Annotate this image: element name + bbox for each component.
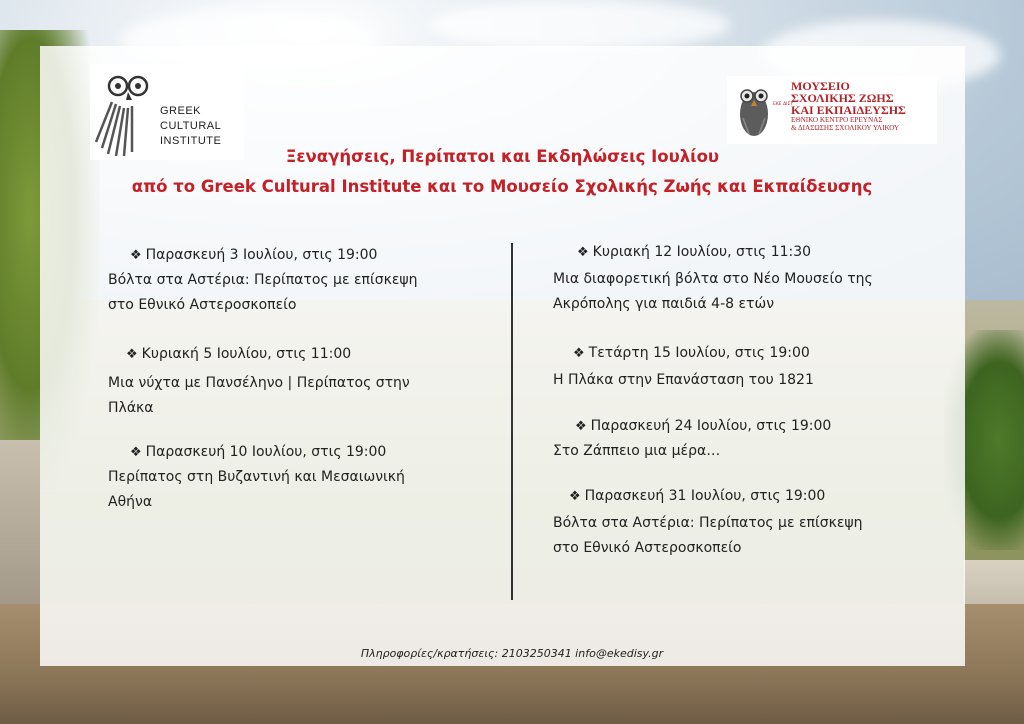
event-date — [553, 242, 873, 263]
museum-logo-title-line: ΚΑΙ ΕΚΠΑΙΔΕΥΣΗΣ — [791, 103, 906, 117]
page-title: Ξεναγήσεις, Περίπατοι και Εκδηλώσεις Ιουλίου — [285, 147, 720, 166]
museum-logo-subtitle-line: ΕΘΝΙΚΟ ΚΕΝΤΡΟ ΕΡΕΥΝΑΣ — [791, 116, 883, 124]
museum-logo-subtitle — [791, 116, 899, 132]
event-description-line: Βόλτα στα Αστέρια: Περίπατος με επίσκεψη — [553, 515, 863, 531]
event-item — [553, 486, 863, 561]
event-date-text: Παρασκευή 10 Ιουλίου, στις 19:00 — [145, 444, 387, 460]
event-item — [108, 442, 405, 515]
event-description-line: Ακρόπολης για παιδιά 4-8 ετών — [553, 296, 775, 312]
bullet-icon: ❖ — [573, 346, 585, 361]
owl-logo-icon — [733, 78, 775, 140]
event-description-line: Βόλτα στα Αστέρια: Περίπατος με επίσκεψη — [108, 272, 418, 288]
museum-logo-title — [791, 80, 906, 116]
museum-logo-small-text: ΕΚΕ ΔΙΣΥ — [773, 102, 794, 107]
event-description — [108, 268, 418, 318]
bullet-icon: ❖ — [126, 347, 138, 362]
museum-logo-title-line: ΣΧΟΛΙΚΗΣ ΖΩΗΣ — [791, 91, 894, 105]
event-description-line: Μια νύχτα με Πανσέληνο | Περίπατος στην — [108, 375, 410, 391]
event-description-line: Στο Ζάππειο μια μέρα… — [553, 443, 721, 459]
bullet-icon: ❖ — [130, 445, 142, 460]
bullet-icon: ❖ — [575, 419, 587, 434]
cloud — [430, 0, 730, 50]
event-date-text: Παρασκευή 24 Ιουλίου, στις 19:00 — [590, 418, 832, 434]
event-description-line: Περίπατος στη Βυζαντινή και Μεσαιωνική — [108, 469, 405, 485]
event-date — [553, 343, 814, 364]
owl-logo-icon — [92, 72, 158, 158]
event-date-text: Παρασκευή 31 Ιουλίου, στις 19:00 — [584, 488, 826, 504]
event-description-line: Πλάκα — [108, 400, 154, 416]
event-date — [108, 245, 418, 266]
event-description — [553, 439, 831, 464]
event-date — [553, 416, 831, 437]
gci-logo-line: INSTITUTE — [160, 135, 222, 147]
event-item — [553, 343, 814, 393]
event-description-line: Μια διαφορετική βόλτα στο Νέο Μουσείο της — [553, 271, 873, 287]
event-description-line: στο Εθνικό Αστεροσκοπείο — [108, 297, 297, 313]
event-description — [553, 368, 814, 393]
gci-logo-line: CULTURAL — [160, 120, 222, 132]
event-description-line: Η Πλάκα στην Επανάσταση του 1821 — [553, 372, 814, 388]
event-item — [553, 416, 831, 464]
column-divider — [511, 243, 513, 600]
event-description-line: Αθήνα — [108, 494, 153, 510]
bullet-icon: ❖ — [130, 248, 142, 263]
event-date-text: Τετάρτη 15 Ιουλίου, στις 19:00 — [588, 345, 810, 361]
museum-logo-subtitle-line: & ΔΙΑΣΩΣΗΣ ΣΧΟΛΙΚΟΥ ΥΛΙΚΟΥ — [791, 124, 900, 132]
bullet-icon: ❖ — [577, 245, 589, 260]
greek-cultural-institute-logo — [90, 64, 244, 160]
event-date-text: Παρασκευή 3 Ιουλίου, στις 19:00 — [145, 247, 378, 263]
museum-logo-title-line: ΜΟΥΣΕΙΟ — [791, 79, 850, 93]
event-description-line: στο Εθνικό Αστεροσκοπείο — [553, 540, 742, 556]
event-item — [108, 245, 418, 318]
event-description — [108, 465, 405, 515]
event-date-text: Κυριακή 12 Ιουλίου, στις 11:30 — [592, 244, 812, 260]
event-description — [553, 511, 863, 561]
event-description — [108, 371, 410, 421]
event-date — [553, 486, 863, 507]
event-date — [108, 442, 405, 463]
gci-logo-text — [160, 104, 221, 149]
event-description — [553, 267, 873, 317]
event-date — [108, 344, 410, 365]
event-date-text: Κυριακή 5 Ιουλίου, στις 11:00 — [141, 346, 352, 362]
bullet-icon: ❖ — [569, 489, 581, 504]
gci-logo-line: GREEK — [160, 105, 202, 117]
page-subtitle: από το Greek Cultural Institute και το Μουσείο Σχολικής Ζωής και Εκπαίδευσης — [131, 177, 873, 196]
event-item — [108, 344, 410, 421]
event-item — [553, 242, 873, 317]
contact-info: Πληροφορίες/κρατήσεις: 2103250341 info@ekedisy.gr — [360, 647, 664, 660]
museum-logo — [727, 76, 937, 144]
